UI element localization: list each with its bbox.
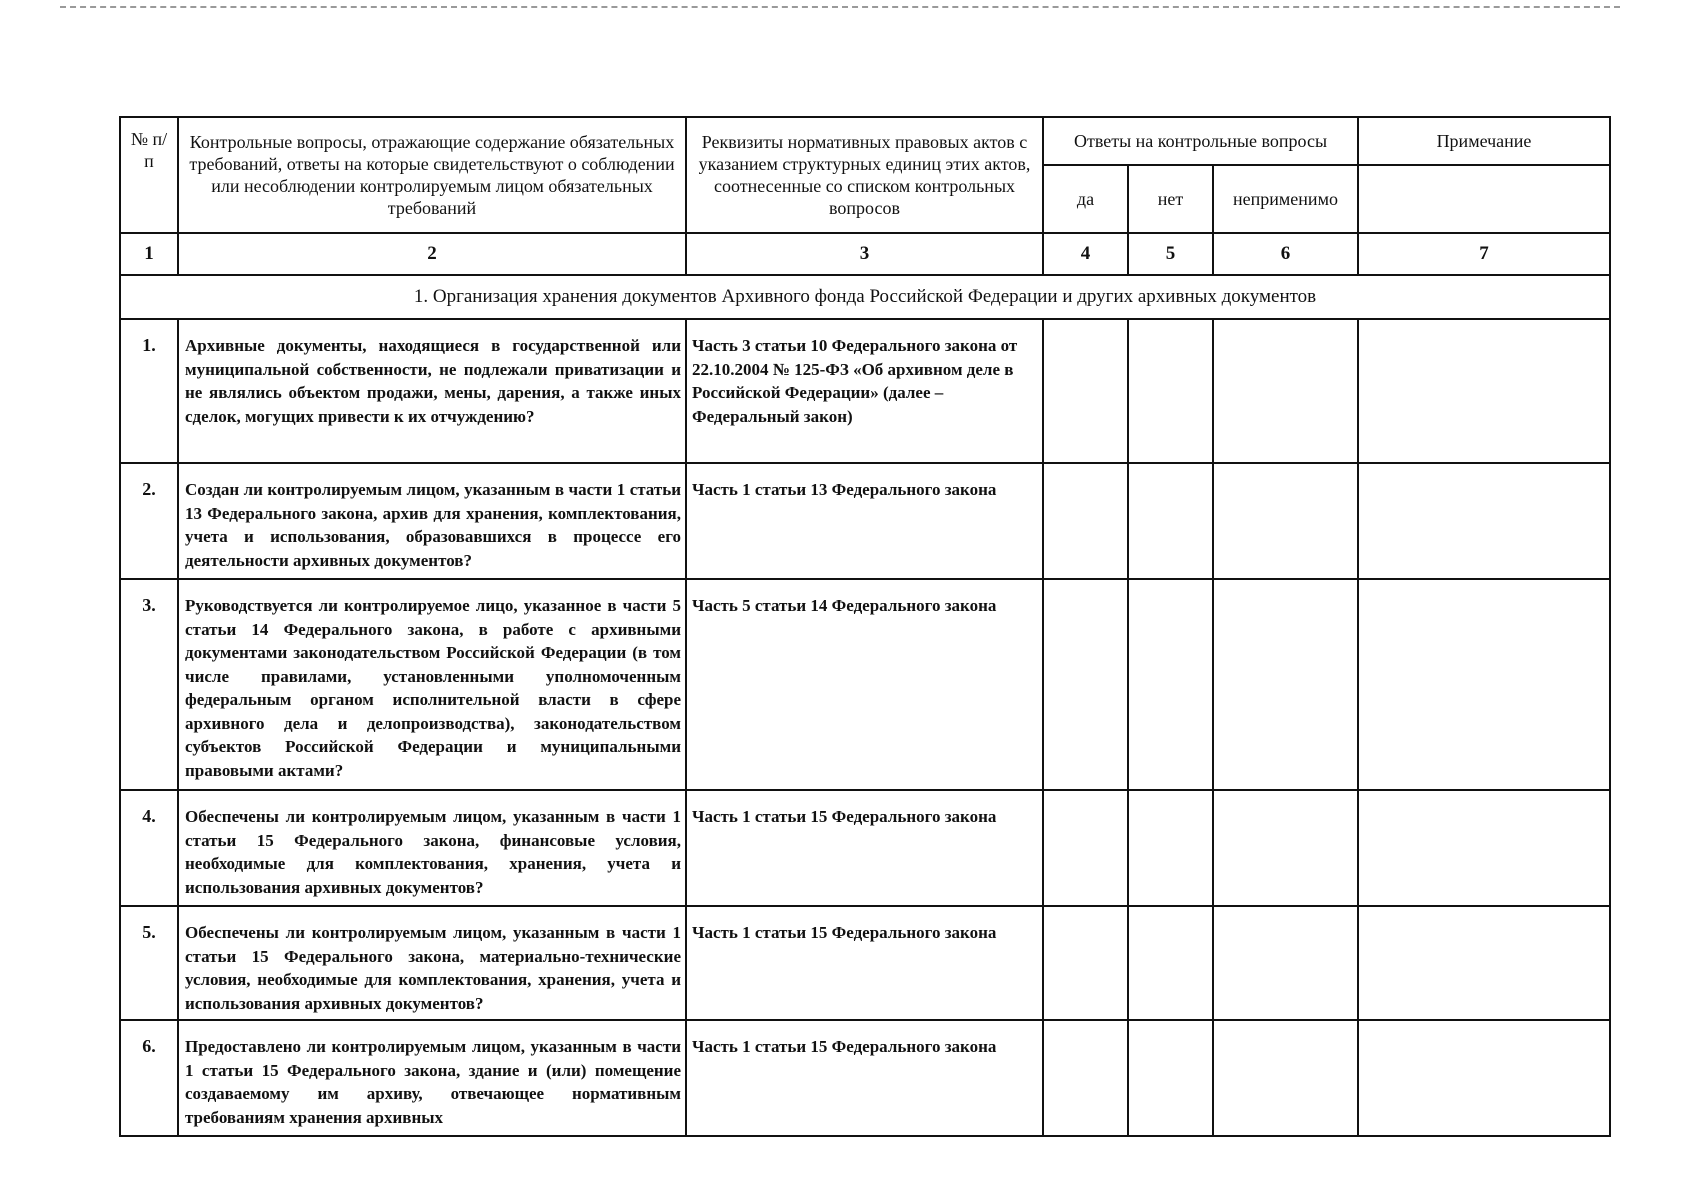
- answer-yes-cell[interactable]: [1043, 579, 1128, 790]
- answer-na-cell[interactable]: [1213, 790, 1358, 906]
- section-title: 1. Организация хранения документов Архивного фонда Российской Федерации и других архивных документов: [120, 275, 1610, 319]
- row-number: 2.: [120, 463, 178, 579]
- answer-yes-cell[interactable]: [1043, 1020, 1128, 1136]
- row-number: 1.: [120, 319, 178, 463]
- row-requisite: Часть 1 статьи 15 Федерального закона: [686, 790, 1043, 906]
- row-requisite: Часть 3 статьи 10 Федерального закона от 22.10.2004 № 125-ФЗ «Об архивном деле в Российской Федерации» (далее – Федеральный закон): [686, 319, 1043, 463]
- row-requisite: Часть 1 статьи 15 Федерального закона: [686, 906, 1043, 1020]
- column-number-row: [120, 233, 1610, 275]
- row-requisite: Часть 1 статьи 15 Федерального закона: [686, 1020, 1043, 1136]
- header-answers: Ответы на контрольные вопросы: [1043, 117, 1358, 165]
- header-note: Примечание: [1358, 117, 1610, 165]
- col-number: 5: [1128, 233, 1213, 275]
- col-number: 6: [1213, 233, 1358, 275]
- note-cell[interactable]: [1358, 319, 1610, 463]
- col-number: 4: [1043, 233, 1128, 275]
- note-cell[interactable]: [1358, 1020, 1610, 1136]
- note-cell[interactable]: [1358, 790, 1610, 906]
- answer-no-cell[interactable]: [1128, 1020, 1213, 1136]
- table-row: [120, 906, 1610, 1020]
- col-number: 1: [120, 233, 178, 275]
- answer-no-cell[interactable]: [1128, 463, 1213, 579]
- row-question: Обеспечены ли контролируемым лицом, указанным в части 1 статьи 15 Федерального закона, финансовые условия, необходимые для комплектования, хранения, учета и использования архивных документов?: [178, 790, 686, 906]
- row-requisite: Часть 5 статьи 14 Федерального закона: [686, 579, 1043, 790]
- col-number: 3: [686, 233, 1043, 275]
- header-row: [120, 117, 1610, 165]
- table-row: [120, 319, 1610, 463]
- note-cell[interactable]: [1358, 579, 1610, 790]
- table-row: [120, 790, 1610, 906]
- note-cell[interactable]: [1358, 463, 1610, 579]
- row-number: 6.: [120, 1020, 178, 1136]
- answer-no-cell[interactable]: [1128, 319, 1213, 463]
- answer-yes-cell[interactable]: [1043, 463, 1128, 579]
- header-yes: да: [1043, 165, 1128, 233]
- checklist-table: [119, 116, 1611, 1137]
- row-question: Создан ли контролируемым лицом, указанным в части 1 статьи 13 Федерального закона, архив для хранения, комплектования, учета и использования, образовавшихся в процессе его деятельности архивных документов?: [178, 463, 686, 579]
- header-note-empty: [1358, 165, 1610, 233]
- answer-no-cell[interactable]: [1128, 906, 1213, 1020]
- checklist-page: [119, 116, 1609, 1137]
- answer-yes-cell[interactable]: [1043, 906, 1128, 1020]
- answer-na-cell[interactable]: [1213, 463, 1358, 579]
- answer-na-cell[interactable]: [1213, 1020, 1358, 1136]
- row-question: Архивные документы, находящиеся в государственной или муниципальной собственности, не подлежали приватизации и не являлись объектом продажи, мены, дарения, а также иных сделок, могущих привести к их отчуждению?: [178, 319, 686, 463]
- header-requisites: Реквизиты нормативных правовых актов с указанием структурных единиц этих актов, соотнесенные со списком контрольных вопросов: [686, 117, 1043, 233]
- header-na: неприменимо: [1213, 165, 1358, 233]
- row-number: 4.: [120, 790, 178, 906]
- col-number: 7: [1358, 233, 1610, 275]
- table-row: [120, 1020, 1610, 1136]
- row-number: 5.: [120, 906, 178, 1020]
- table-row: [120, 579, 1610, 790]
- header-no-answer: нет: [1128, 165, 1213, 233]
- answer-na-cell[interactable]: [1213, 319, 1358, 463]
- row-question: Руководствуется ли контролируемое лицо, указанное в части 5 статьи 14 Федерального закона, в работе с архивными документами законодательством Российской Федерации (в том числе правилами, установленными уполномоченным федеральным органом исполнительной власти в сфере архивного дела и делопроизводства), законодательством субъектов Российской Федерации и муниципальными правовыми актами?: [178, 579, 686, 790]
- answer-yes-cell[interactable]: [1043, 319, 1128, 463]
- row-requisite: Часть 1 статьи 13 Федерального закона: [686, 463, 1043, 579]
- row-number: 3.: [120, 579, 178, 790]
- answer-no-cell[interactable]: [1128, 579, 1213, 790]
- header-question: Контрольные вопросы, отражающие содержание обязательных требований, ответы на которые свидетельствуют о соблюдении или несоблюдении контролируемым лицом обязательных требований: [178, 117, 686, 233]
- section-row: [120, 275, 1610, 319]
- header-no: № п/п: [120, 117, 178, 233]
- answer-yes-cell[interactable]: [1043, 790, 1128, 906]
- col-number: 2: [178, 233, 686, 275]
- answer-no-cell[interactable]: [1128, 790, 1213, 906]
- note-cell[interactable]: [1358, 906, 1610, 1020]
- table-row: [120, 463, 1610, 579]
- answer-na-cell[interactable]: [1213, 579, 1358, 790]
- row-question: Предоставлено ли контролируемым лицом, указанным в части 1 статьи 15 Федерального закона, здание и (или) помещение создаваемому им архиву, отвечающее нормативным требованиям хранения архивных: [178, 1020, 686, 1136]
- row-question: Обеспечены ли контролируемым лицом, указанным в части 1 статьи 15 Федерального закона, материально-технические условия, необходимые для комплектования, хранения, учета и использования архивных документов?: [178, 906, 686, 1020]
- answer-na-cell[interactable]: [1213, 906, 1358, 1020]
- scan-artifact-line: [60, 6, 1620, 8]
